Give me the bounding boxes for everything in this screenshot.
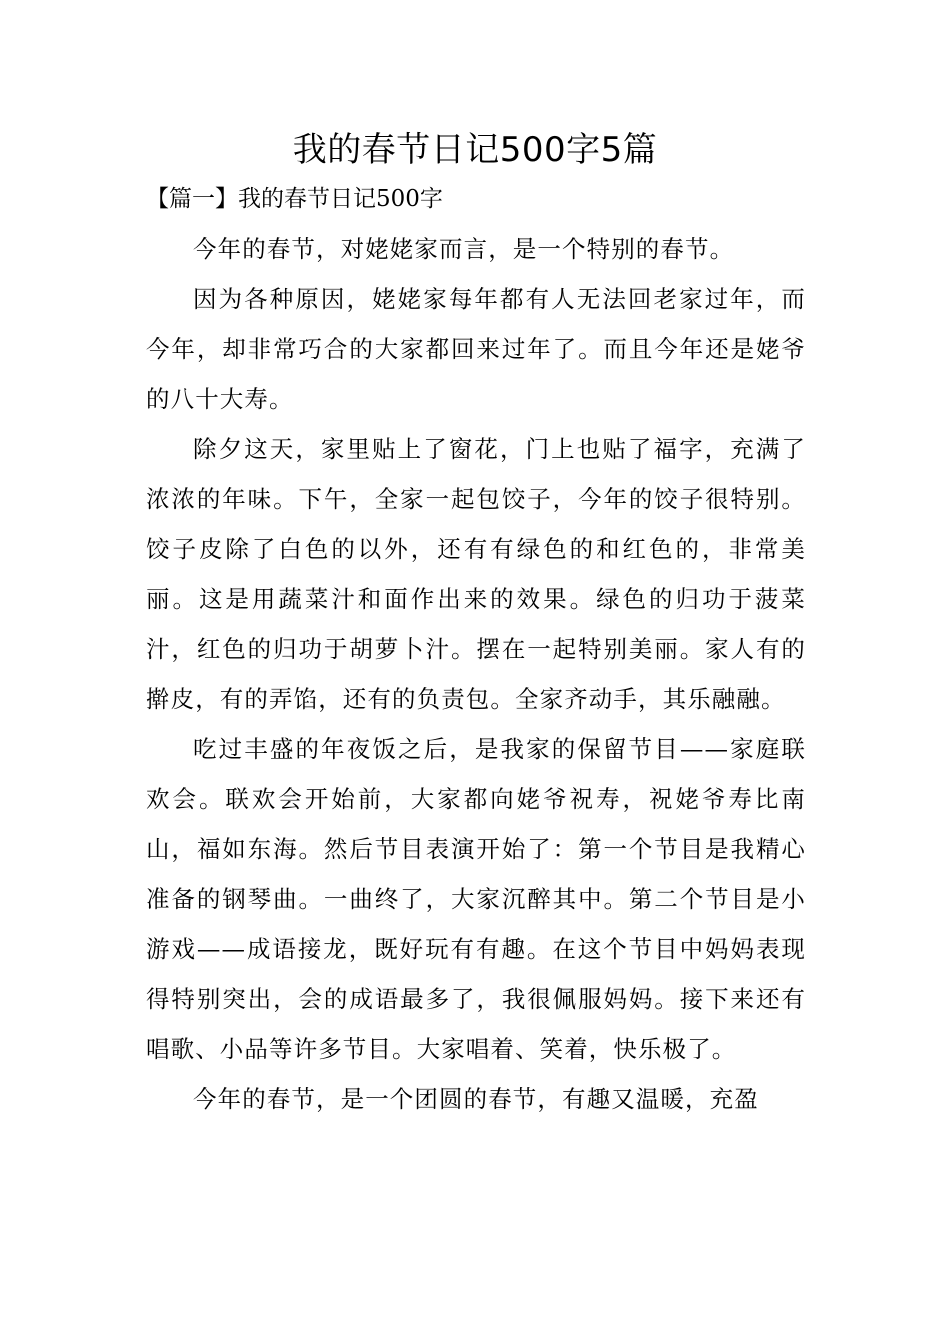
paragraph-5: 今年的春节，是一个团圆的春节，有趣又温暖，充盈	[193, 1085, 759, 1113]
section-heading: 【篇一】我的春节日记500字	[146, 186, 443, 212]
paragraph-2: 因为各种原因，姥姥家每年都有人无法回老家过年，而今年，却非常巧合的大家都回来过年了。而且今年还是姥爷的八十大寿。	[146, 285, 806, 413]
paragraph-1: 今年的春节，对姥姥家而言，是一个特别的春节。	[193, 235, 735, 263]
document-body	[146, 224, 806, 1124]
paragraph-4: 吃过丰盛的年夜饭之后，是我家的保留节目——家庭联欢会。联欢会开始前，大家都向姥爷祝寿，祝姥爷寿比南山，福如东海。然后节目表演开始了：第一个节目是我精心准备的钢琴曲。一曲终了，大家沉醉其中。第二个节目是小游戏——成语接龙，既好玩有有趣。在这个节目中妈妈表现得特别突出，会的成语最多了，我很佩服妈妈。接下来还有唱歌、小品等许多节目。大家唱着、笑着，快乐极了。	[146, 735, 806, 1063]
document-title: 我的春节日记500字5篇	[292, 130, 658, 170]
paragraph-3: 除夕这天，家里贴上了窗花，门上也贴了福字，充满了浓浓的年味。下午，全家一起包饺子，今年的饺子很特别。饺子皮除了白色的以外，还有有绿色的和红色的，非常美丽。这是用蔬菜汁和面作出来的效果。绿色的归功于菠菜汁，红色的归功于胡萝卜汁。摆在一起特别美丽。家人有的擀皮，有的弄馅，还有的负责包。全家齐动手，其乐融融。	[146, 435, 806, 713]
